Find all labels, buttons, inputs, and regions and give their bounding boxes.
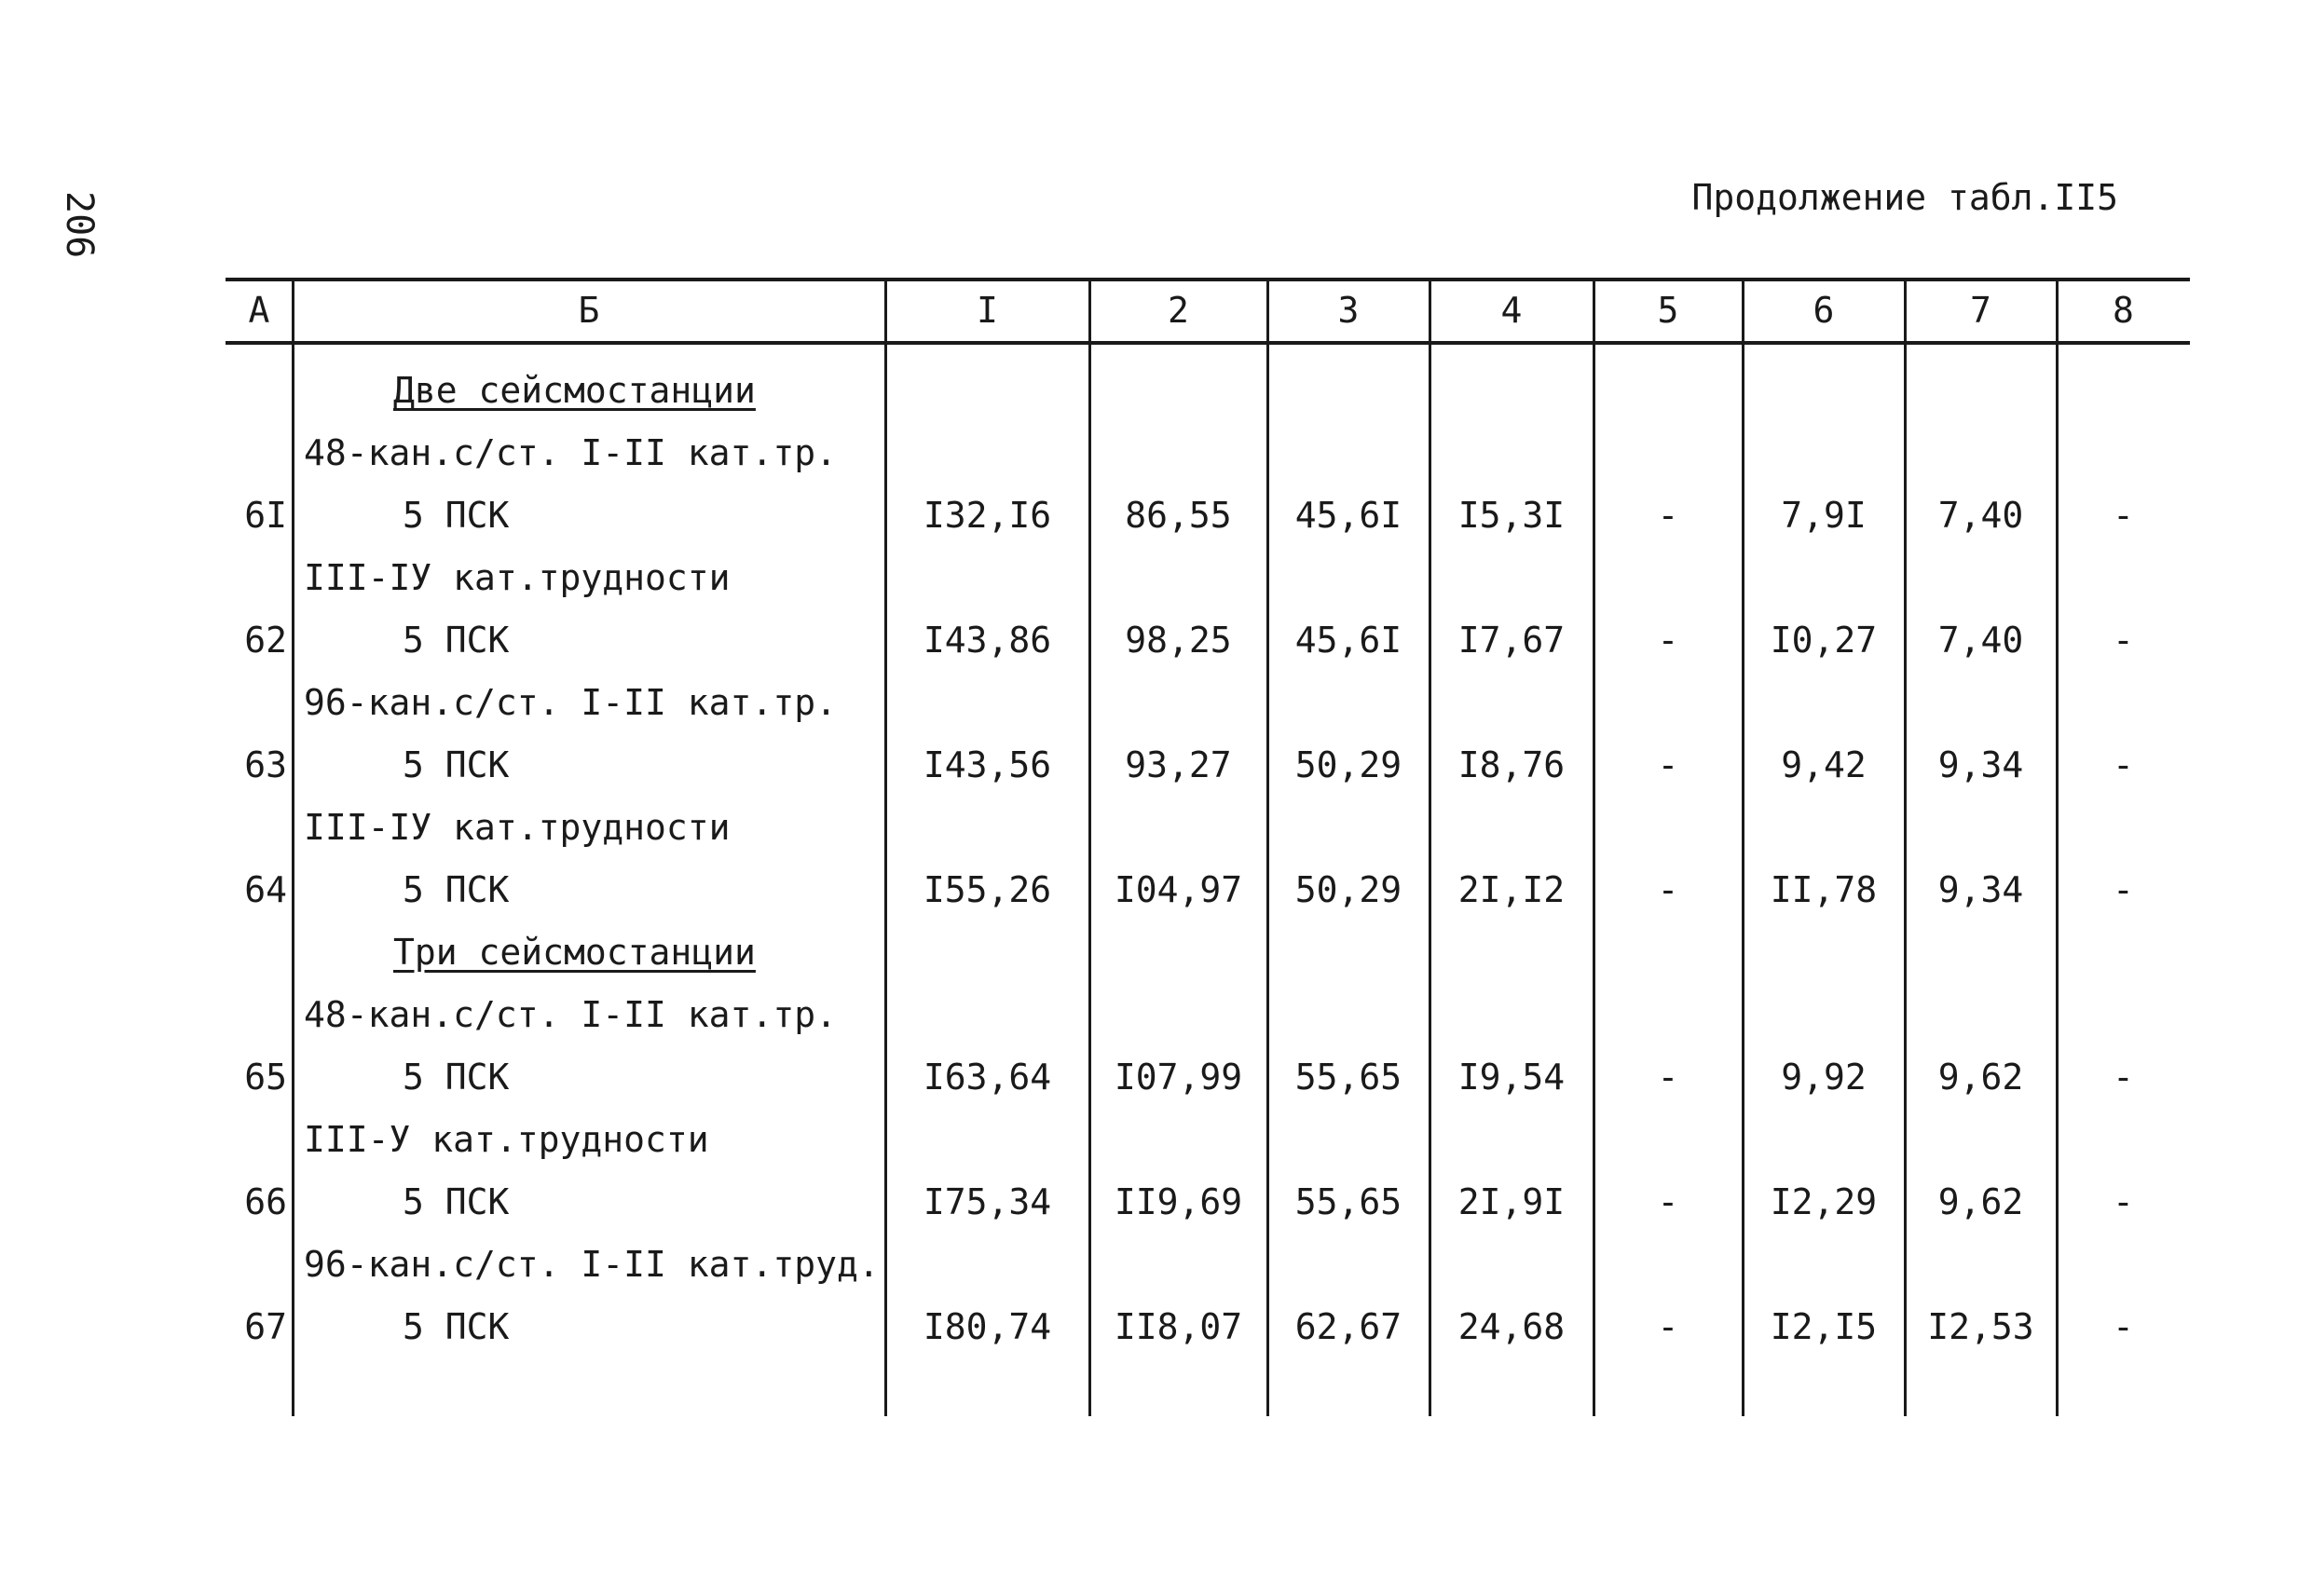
row-number: 67 xyxy=(244,1306,287,1347)
column-divider xyxy=(1742,278,1744,1416)
table-header-rule xyxy=(226,341,2190,345)
table-cell: I63,64 xyxy=(923,1057,1052,1098)
column-header: 4 xyxy=(1500,290,1523,331)
group-label: 96-кан.с/ст. I-II кат.труд. xyxy=(304,1244,880,1285)
table-cell: I75,34 xyxy=(923,1181,1052,1222)
group-label: III-IУ кат.трудности xyxy=(304,557,731,598)
column-header: I xyxy=(977,290,998,331)
column-divider xyxy=(1593,278,1595,1416)
column-divider xyxy=(292,278,294,1416)
row-label: 5 ПСК xyxy=(403,1181,510,1222)
table-cell: - xyxy=(1657,744,1679,785)
table-cell: 50,29 xyxy=(1294,744,1402,785)
column-divider xyxy=(1088,278,1091,1416)
table-cell: I7,67 xyxy=(1457,620,1566,661)
table-cell: 2I,9I xyxy=(1457,1181,1566,1222)
table-cell: I55,26 xyxy=(923,869,1052,910)
row-label: 5 ПСК xyxy=(403,1306,510,1347)
table-cell: - xyxy=(1657,869,1679,910)
table-cell: - xyxy=(2113,620,2134,661)
row-number: 64 xyxy=(244,869,287,910)
column-header: 5 xyxy=(1657,290,1679,331)
column-divider xyxy=(2056,278,2059,1416)
table-cell: - xyxy=(2113,869,2134,910)
table-cell: I04,97 xyxy=(1114,869,1243,910)
table-cell: I07,99 xyxy=(1114,1057,1243,1098)
section-heading: Две сейсмостанции xyxy=(393,370,756,411)
group-label: 48-кан.с/ст. I-II кат.тр. xyxy=(304,994,837,1035)
group-label: III-У кат.трудности xyxy=(304,1119,709,1160)
column-header: 2 xyxy=(1168,290,1189,331)
table-cell: I43,56 xyxy=(923,744,1052,785)
column-header: 6 xyxy=(1813,290,1835,331)
table-cell: - xyxy=(2113,744,2134,785)
table-cell: 9,62 xyxy=(1937,1181,2024,1222)
column-header: А xyxy=(248,290,270,331)
table-cell: - xyxy=(1657,1057,1679,1098)
row-number: 6I xyxy=(244,495,287,536)
table-cell: 9,62 xyxy=(1937,1057,2024,1098)
table-cell: - xyxy=(1657,1181,1679,1222)
table-cell: - xyxy=(1657,495,1679,536)
column-divider xyxy=(1429,278,1431,1416)
row-number: 62 xyxy=(244,620,287,661)
group-label: III-IУ кат.трудности xyxy=(304,807,731,848)
table-cell: 7,9I xyxy=(1781,495,1867,536)
section-heading: Три сейсмостанции xyxy=(393,932,756,973)
table-cell: II,78 xyxy=(1770,869,1878,910)
row-label: 5 ПСК xyxy=(403,869,510,910)
table-cell: 98,25 xyxy=(1125,620,1232,661)
table-cell: 7,40 xyxy=(1937,495,2024,536)
group-label: 96-кан.с/ст. I-II кат.тр. xyxy=(304,682,837,723)
table-cell: I0,27 xyxy=(1770,620,1878,661)
row-label: 5 ПСК xyxy=(403,495,510,536)
row-label: 5 ПСК xyxy=(403,620,510,661)
table-caption: Продолжение табл.II5 xyxy=(1691,177,2118,218)
table-cell: I8,76 xyxy=(1457,744,1566,785)
column-divider xyxy=(1904,278,1907,1416)
table-cell: - xyxy=(2113,1306,2134,1347)
table-cell: 9,92 xyxy=(1781,1057,1867,1098)
table-cell: I43,86 xyxy=(923,620,1052,661)
row-number: 66 xyxy=(244,1181,287,1222)
table-top-rule xyxy=(226,278,2190,281)
column-header: Б xyxy=(578,290,600,331)
table-cell: II9,69 xyxy=(1114,1181,1243,1222)
table-cell: 62,67 xyxy=(1294,1306,1402,1347)
table-cell: 55,65 xyxy=(1294,1181,1402,1222)
row-label: 5 ПСК xyxy=(403,744,510,785)
row-label: 5 ПСК xyxy=(403,1057,510,1098)
table-cell: - xyxy=(1657,620,1679,661)
table-cell: - xyxy=(2113,495,2134,536)
column-header: 8 xyxy=(2113,290,2134,331)
table-cell: I2,I5 xyxy=(1770,1306,1878,1347)
column-header: 7 xyxy=(1970,290,1991,331)
table-cell: - xyxy=(1657,1306,1679,1347)
table-cell: 93,27 xyxy=(1125,744,1232,785)
row-number: 63 xyxy=(244,744,287,785)
table-cell: I9,54 xyxy=(1457,1057,1566,1098)
table-cell: 45,6I xyxy=(1294,620,1402,661)
column-divider xyxy=(884,278,887,1416)
table-cell: 24,68 xyxy=(1457,1306,1566,1347)
table-cell: 7,40 xyxy=(1937,620,2024,661)
table-cell: 50,29 xyxy=(1294,869,1402,910)
column-header: 3 xyxy=(1337,290,1360,331)
table-cell: I32,I6 xyxy=(923,495,1052,536)
table-cell: 9,42 xyxy=(1781,744,1867,785)
table-cell: I80,74 xyxy=(923,1306,1052,1347)
table-cell: I5,3I xyxy=(1457,495,1566,536)
data-table xyxy=(226,278,2190,1416)
column-divider xyxy=(1266,278,1269,1416)
table-cell: I2,53 xyxy=(1927,1306,2034,1347)
row-number: 65 xyxy=(244,1057,287,1098)
table-cell: I2,29 xyxy=(1770,1181,1878,1222)
table-cell: 45,6I xyxy=(1294,495,1402,536)
table-cell: 86,55 xyxy=(1125,495,1232,536)
table-cell: 55,65 xyxy=(1294,1057,1402,1098)
table-cell: - xyxy=(2113,1181,2134,1222)
table-cell: 9,34 xyxy=(1937,869,2024,910)
page-number: 206 xyxy=(58,191,101,259)
table-cell: 9,34 xyxy=(1937,744,2024,785)
table-cell: II8,07 xyxy=(1114,1306,1243,1347)
table-cell: - xyxy=(2113,1057,2134,1098)
table-cell: 2I,I2 xyxy=(1457,869,1566,910)
group-label: 48-кан.с/ст. I-II кат.тр. xyxy=(304,432,837,473)
